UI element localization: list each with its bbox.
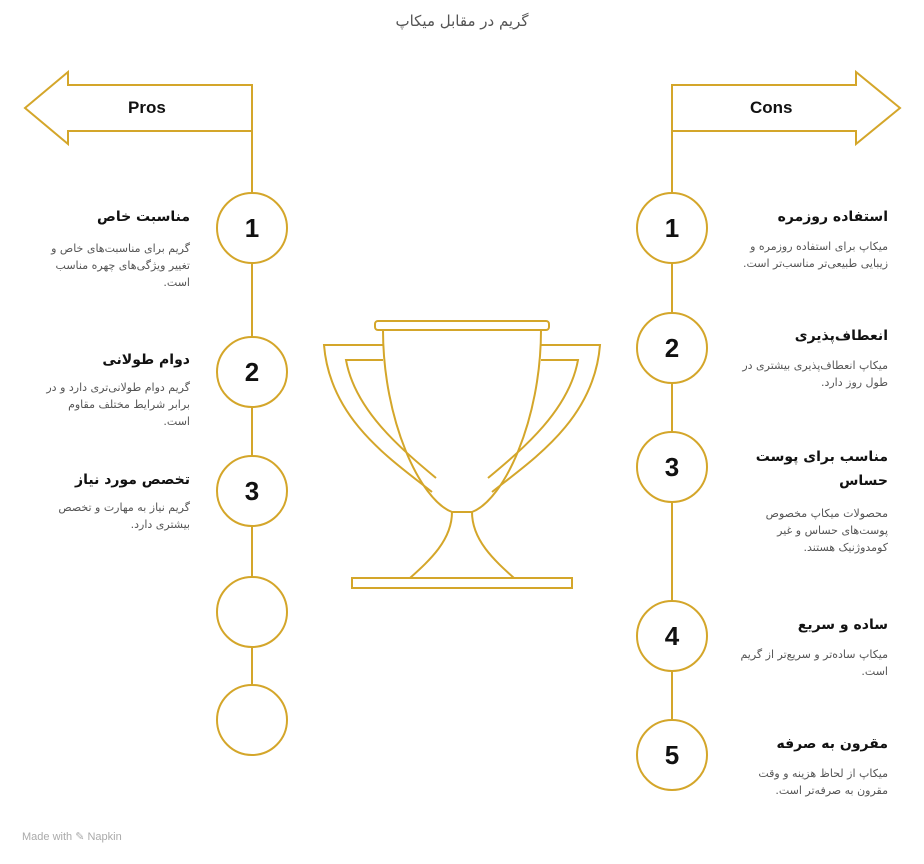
pros-item-description: گریم دوام طولانی‌تری دارد و در برابر شرایط مختلف مقاوم است.: [46, 381, 190, 428]
cons-item-title: انعطاف‌پذیری: [794, 328, 888, 344]
pros-number-1: 1: [244, 213, 260, 243]
cons-item-description: میکاپ ساده‌تر و سریع‌تر از گریم است.: [740, 648, 888, 678]
cons-item-description: میکاپ برای استفاده روزمره و زیبایی طبیعی‌تر مناسب‌تر است.: [742, 240, 888, 270]
page-title: گریم در مقابل میکاپ: [395, 12, 529, 30]
cons-item-title: استفاده روزمره: [777, 209, 888, 225]
pros-item-3: [40, 469, 190, 533]
cons-number-2: 2: [664, 333, 680, 363]
cons-number-3: 3: [664, 452, 680, 482]
cons-number-4: 4: [664, 621, 680, 651]
pros-item-title: تخصص مورد نیاز: [75, 472, 190, 488]
cons-item-description: میکاپ انعطاف‌پذیری بیشتری در طول روز دارد.: [742, 359, 888, 389]
pros-item-title: دوام طولانی: [102, 352, 190, 368]
pros-circle-empty-2: [217, 685, 287, 755]
cons-item-2: [733, 325, 888, 391]
cons-label: Cons: [750, 98, 793, 117]
pros-number-2: 2: [244, 357, 260, 387]
cons-item-title: ساده و سریع: [797, 617, 888, 633]
cons-item-1: [733, 206, 888, 272]
pros-number-3: 3: [244, 476, 260, 506]
cons-item-4: [733, 614, 888, 680]
cons-item-description: میکاپ از لحاظ هزینه و وقت مقرون به صرفه‌تر است.: [758, 767, 888, 797]
cons-item-description: محصولات میکاپ مخصوص پوست‌های حساس و غیر کومدوژنیک هستند.: [765, 507, 888, 554]
trophy-icon: [324, 321, 600, 588]
cons-number-5: 5: [664, 740, 680, 770]
pros-circle-empty-1: [217, 577, 287, 647]
cons-item-5: [733, 733, 888, 799]
pros-item-2: [40, 349, 190, 430]
pros-item-description: گریم برای مناسبت‌های خاص و تغییر ویژگی‌های چهره مناسب است.: [51, 242, 190, 289]
cons-number-1: 1: [664, 213, 680, 243]
cons-item-3: [733, 445, 888, 556]
cons-item-title: مناسب برای پوست حساس: [755, 449, 888, 489]
pros-item-description: گریم نیاز به مهارت و تخصص بیشتری دارد.: [58, 501, 190, 531]
made-with-napkin-footer[interactable]: Made with ✎ Napkin: [22, 831, 122, 843]
pros-item-title: مناسبت خاص: [97, 209, 190, 225]
cons-item-title: مقرون به صرفه: [776, 736, 888, 752]
pros-label: Pros: [128, 98, 166, 117]
pros-item-1: [40, 206, 190, 291]
